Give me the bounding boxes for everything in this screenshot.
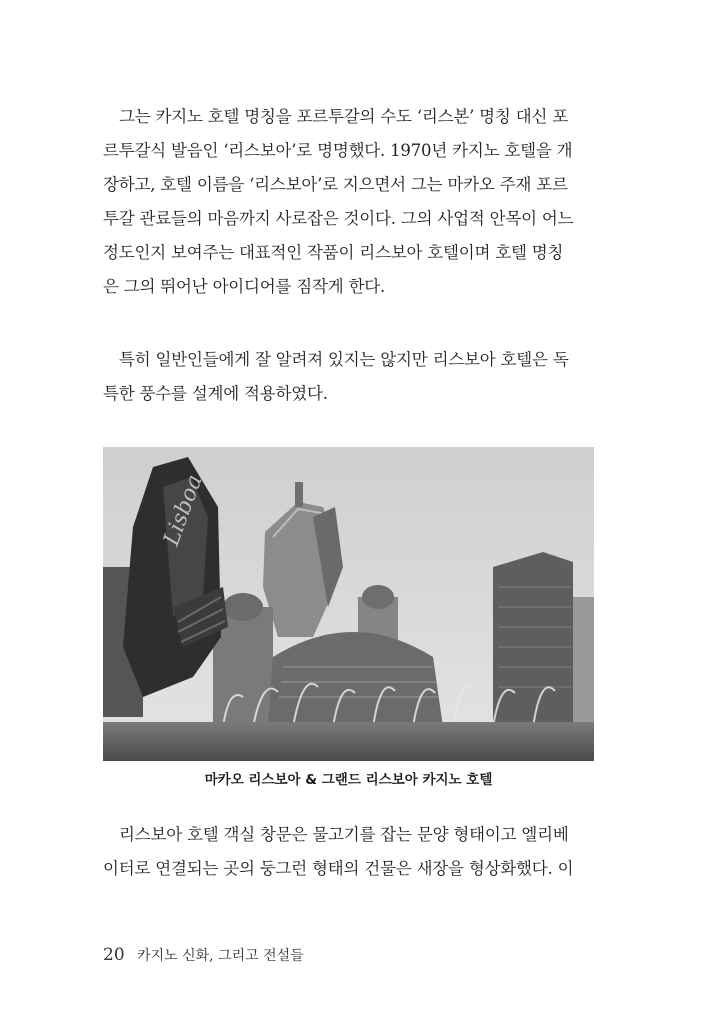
svg-text:Lisboa: Lisboa [159,471,208,550]
text-line: 장하고, 호텔 이름을 ‘리스보아’로 지으면서 그는 마카오 주재 포르 [103,175,568,194]
page-footer [103,945,304,965]
text-line: 투갈 관료들의 마음까지 사로잡은 것이다. 그의 사업적 안목이 어느 [103,209,574,228]
text-line: 특히 일반인들에게 잘 알려져 있지는 않지만 리스보아 호텔은 독 [119,350,569,369]
text-line: 은 그의 뛰어난 아이디어를 짐작게 한다. [103,277,386,296]
text-line: 그는 카지노 호텔 명칭을 포르투갈의 수도 ‘리스본’ 명칭 대신 포 [119,107,568,126]
paragraph-1 [103,100,603,304]
text-line: 르투갈식 발음인 ‘리스보아’로 명명했다. 1970년 카지노 호텔을 개 [103,141,573,160]
text-line: 리스보아 호텔 객실 창문은 물고기를 잡는 문양 형태이고 엘리베 [119,825,569,844]
photo-caption: 마카오 리스보아 & 그랜드 리스보아 카지노 호텔 [204,772,493,788]
book-title: 카지노 신화, 그리고 전설들 [137,948,304,964]
text-line: 특한 풍수를 설계에 적용하였다. [103,384,328,403]
text-line: 정도인지 보여주는 대표적인 작품이 리스보아 호텔이며 호텔 명칭 [103,243,564,262]
paragraph-3 [103,818,603,886]
text-line: 이터로 연결되는 곳의 둥그런 형태의 건물은 새장을 형상화했다. 이 [103,859,574,878]
paragraph-2 [103,343,603,411]
page-number: 20 [103,945,125,965]
hotel-photo [103,447,594,761]
